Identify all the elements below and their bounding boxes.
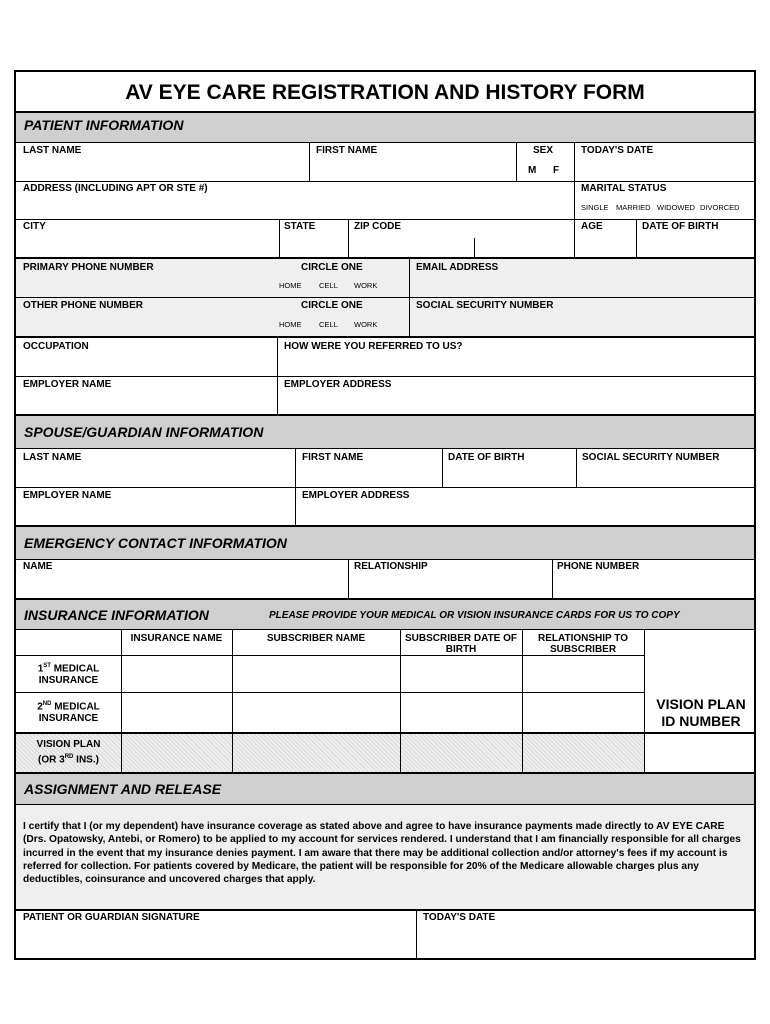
assignment-section-header — [16, 772, 754, 805]
address-label: ADDRESS (INCLUDING APT OR STE #) — [23, 183, 208, 194]
spouse-dob-label: DATE OF BIRTH — [448, 452, 525, 463]
patient-ssn-label: SOCIAL SECURITY NUMBER — [416, 300, 554, 311]
emergency-section-header — [16, 525, 754, 560]
vision-plan-label: VISION PLAN (OR 3RD INS.) — [36, 739, 101, 766]
col-subscriber-dob: SUBSCRIBER DATE OF BIRTH — [404, 633, 518, 655]
marital-widowed-option[interactable]: WIDOWED — [657, 203, 695, 212]
other-phone-cell-option[interactable]: CELL — [319, 320, 338, 329]
spouse-employer-name-input[interactable] — [20, 503, 292, 523]
employer-name-label: EMPLOYER NAME — [23, 379, 112, 390]
spouse-section-title: SPOUSE/GUARDIAN INFORMATION — [24, 424, 264, 440]
todays-date-label: TODAY'S DATE — [581, 145, 654, 156]
primary-phone-work-option[interactable]: WORK — [354, 281, 378, 290]
first-medical-insurance-label: 1ST MEDICAL INSURANCE — [37, 663, 100, 687]
todays-date-input[interactable] — [576, 159, 752, 179]
referred-input[interactable] — [280, 354, 752, 374]
insurance-section-title: INSURANCE INFORMATION — [24, 607, 209, 623]
dob-input[interactable] — [638, 235, 752, 255]
spouse-dob-input[interactable] — [444, 466, 574, 486]
patient-section-header — [16, 111, 754, 143]
patient-first-name-input[interactable] — [312, 159, 512, 179]
state-input[interactable] — [281, 235, 345, 255]
marital-married-option[interactable]: MARRIED — [616, 203, 651, 212]
age-input[interactable] — [576, 235, 634, 255]
state-label: STATE — [284, 221, 316, 232]
email-input[interactable] — [412, 276, 752, 296]
sex-male-option[interactable]: M — [528, 165, 537, 176]
marital-single-option[interactable]: SINGLE — [581, 203, 609, 212]
emergency-name-label: NAME — [23, 561, 53, 572]
other-phone-circle-one: CIRCLE ONE — [301, 300, 363, 311]
first-subscriber-name-input[interactable] — [234, 662, 398, 684]
second-subscriber-name-input[interactable] — [234, 700, 398, 722]
referred-label: HOW WERE YOU REFERRED TO US? — [284, 341, 463, 352]
registration-form — [14, 70, 756, 960]
email-label: EMAIL ADDRESS — [416, 262, 499, 273]
address-input[interactable] — [20, 197, 570, 217]
col-relationship: RELATIONSHIP TO SUBSCRIBER — [537, 633, 628, 655]
vision-subscriber-dob-input[interactable] — [402, 742, 520, 764]
spouse-ssn-label: SOCIAL SECURITY NUMBER — [582, 452, 720, 463]
second-relationship-input[interactable] — [524, 700, 642, 722]
age-label: AGE — [581, 221, 603, 232]
patient-first-name-label: FIRST NAME — [316, 145, 378, 156]
spouse-first-name-input[interactable] — [298, 466, 440, 486]
col-insurance-name: INSURANCE NAME — [130, 633, 223, 644]
emergency-section-title: EMERGENCY CONTACT INFORMATION — [24, 535, 287, 551]
emergency-relationship-label: RELATIONSHIP — [354, 561, 428, 572]
other-phone-input[interactable] — [20, 314, 270, 334]
patient-last-name-input[interactable] — [20, 159, 306, 179]
primary-phone-input[interactable] — [20, 276, 270, 296]
emergency-relationship-input[interactable] — [350, 575, 550, 595]
primary-phone-label: PRIMARY PHONE NUMBER — [23, 262, 154, 273]
spouse-last-name-label: LAST NAME — [23, 452, 82, 463]
employer-address-label: EMPLOYER ADDRESS — [284, 379, 392, 390]
city-input[interactable] — [20, 235, 276, 255]
marital-status-label: MARITAL STATUS — [581, 183, 667, 194]
primary-phone-cell-option[interactable]: CELL — [319, 281, 338, 290]
signature-input[interactable] — [20, 928, 414, 954]
emergency-phone-label: PHONE NUMBER — [557, 561, 640, 572]
vision-subscriber-name-input[interactable] — [234, 742, 398, 764]
col-subscriber-name: SUBSCRIBER NAME — [266, 633, 366, 644]
spouse-section-header — [16, 414, 754, 449]
first-relationship-input[interactable] — [524, 662, 642, 684]
other-phone-home-option[interactable]: HOME — [279, 320, 302, 329]
patient-last-name-label: LAST NAME — [23, 145, 82, 156]
vision-insurance-name-input[interactable] — [123, 742, 230, 764]
dob-label: DATE OF BIRTH — [642, 221, 719, 232]
spouse-last-name-input[interactable] — [20, 466, 292, 486]
form-title: AV EYE CARE REGISTRATION AND HISTORY FORM — [125, 81, 645, 104]
zip-code-input[interactable] — [350, 235, 572, 255]
second-medical-insurance-label: 2ND MEDICAL INSURANCE — [37, 701, 100, 725]
insurance-cards-note: PLEASE PROVIDE YOUR MEDICAL OR VISION INSURANCE CARDS FOR US TO COPY — [269, 610, 680, 621]
zip-code-label: ZIP CODE — [354, 221, 402, 232]
assignment-section-title: ASSIGNMENT AND RELEASE — [24, 781, 222, 797]
assignment-release-text: I certify that I (or my dependent) have insurance coverage as stated above and agree to have insurance payments made directly to AV EYE CARE (Drs. Opatowsky, Antebi, or Romero) to be applied to my account for services rendered. I understand that I am financially responsible for all charges incurred in the event that my insurance denies payment. I am aware that there may be additional collection and/or attorney's fees if my account is referred for collection. For patients covered by Medicare, the patient will be responsible for 20% of the Medicare allowable charges plus any deductibles, coinsurance and uncovered charges that apply. — [23, 821, 741, 886]
spouse-ssn-input[interactable] — [578, 466, 752, 486]
vision-plan-id-input[interactable] — [646, 742, 752, 764]
signature-label: PATIENT OR GUARDIAN SIGNATURE — [23, 912, 200, 923]
sex-female-option[interactable]: F — [553, 165, 560, 176]
occupation-input[interactable] — [20, 354, 274, 374]
second-subscriber-dob-input[interactable] — [402, 700, 520, 722]
first-insurance-name-input[interactable] — [123, 662, 230, 684]
patient-section-title: PATIENT INFORMATION — [24, 117, 184, 133]
primary-phone-home-option[interactable]: HOME — [279, 281, 302, 290]
vision-plan-id-label: VISION PLAN ID NUMBER — [656, 696, 746, 729]
sex-label: SEX — [533, 145, 554, 156]
primary-phone-circle-one: CIRCLE ONE — [301, 262, 363, 273]
first-subscriber-dob-input[interactable] — [402, 662, 520, 684]
other-phone-work-option[interactable]: WORK — [354, 320, 378, 329]
occupation-label: OCCUPATION — [23, 341, 89, 352]
spouse-first-name-label: FIRST NAME — [302, 452, 364, 463]
marital-divorced-option[interactable]: DIVORCED — [700, 203, 740, 212]
spouse-employer-address-input[interactable] — [298, 503, 752, 523]
insurance-section-header — [16, 598, 754, 630]
patient-ssn-input[interactable] — [412, 314, 752, 334]
emergency-name-input[interactable] — [20, 575, 346, 595]
vision-relationship-input[interactable] — [524, 742, 642, 764]
second-insurance-name-input[interactable] — [123, 700, 230, 722]
emergency-phone-input[interactable] — [554, 575, 752, 595]
signature-date-input[interactable] — [419, 928, 752, 954]
spouse-employer-address-label: EMPLOYER ADDRESS — [302, 490, 410, 501]
other-phone-label: OTHER PHONE NUMBER — [23, 300, 144, 311]
employer-name-input[interactable] — [20, 392, 274, 412]
signature-date-label: TODAY'S DATE — [423, 912, 496, 923]
spouse-employer-name-label: EMPLOYER NAME — [23, 490, 112, 501]
employer-address-input[interactable] — [280, 392, 752, 412]
city-label: CITY — [23, 221, 46, 232]
